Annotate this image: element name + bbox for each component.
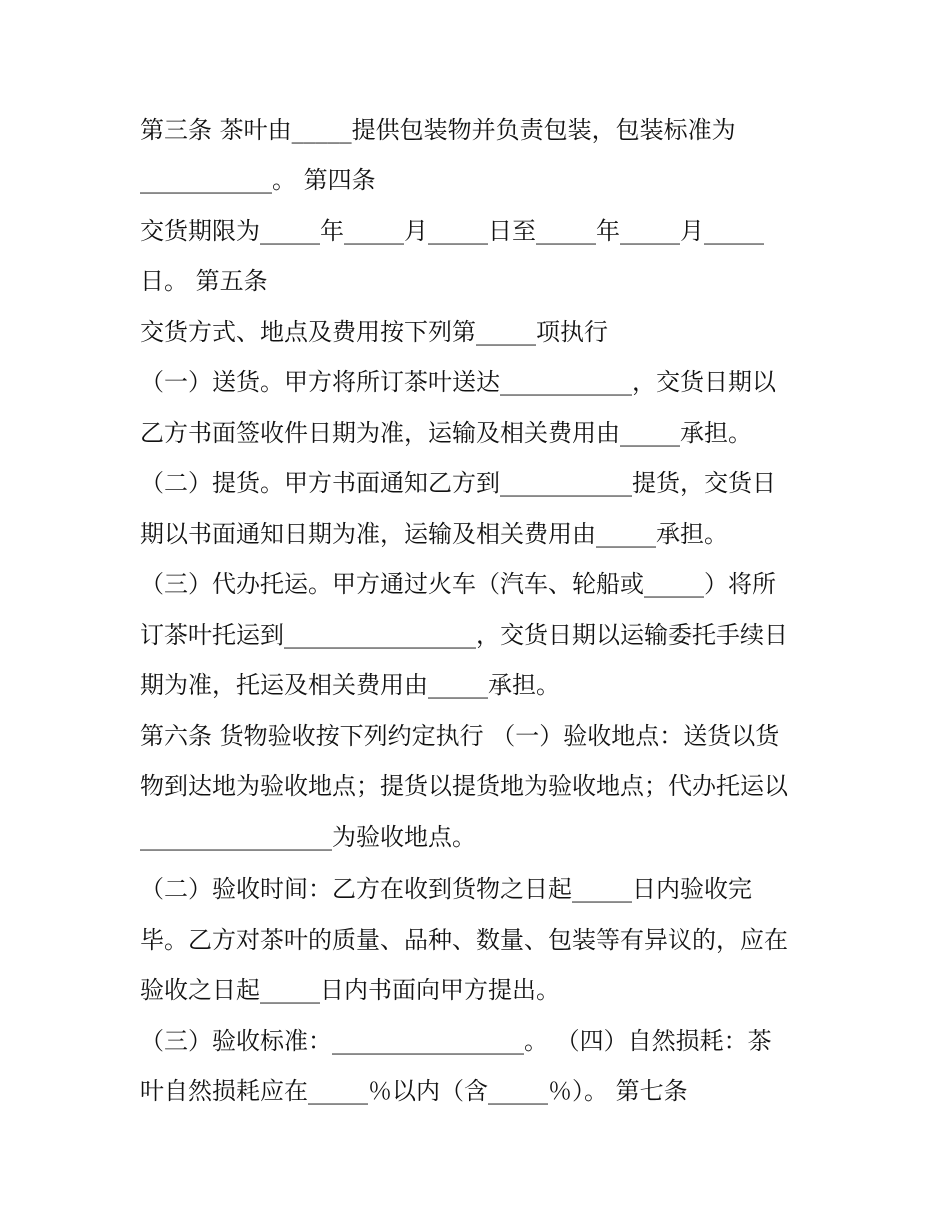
text-line-inspection-time-cont: 毕。乙方对茶叶的质量、品种、数量、包装等有异议的，应在 bbox=[140, 926, 788, 954]
text-line-article-3: 第三条 茶叶由_____提供包装物并负责包装，包装标准为 bbox=[140, 116, 736, 144]
text-line-option-1-cont: 乙方书面签收件日期为准，运输及相关费用由_____承担。 bbox=[140, 419, 752, 447]
text-line-article-6-end: ________________为验收地点。 bbox=[140, 823, 476, 851]
text-line-delivery-method: 交货方式、地点及费用按下列第_____项执行 bbox=[140, 318, 608, 346]
text-line-option-3: （三）代办托运。甲方通过火车（汽车、轮船或_____）将所 bbox=[140, 570, 776, 598]
text-line-delivery-period: 交货期限为_____年_____月_____日至_____年_____月_____ bbox=[140, 217, 764, 245]
text-line-inspection-standard: （三）验收标准：________________。 （四）自然损耗：茶 bbox=[140, 1027, 772, 1055]
text-line-option-1: （一）送货。甲方将所订茶叶送达___________，交货日期以 bbox=[140, 368, 776, 396]
text-line-article-5-heading: 日。 第五条 bbox=[140, 267, 268, 295]
text-line-option-3-cont: 订茶叶托运到________________，交货日期以运输委托手续日 bbox=[140, 621, 788, 649]
text-line-option-2: （二）提货。甲方书面通知乙方到___________提货，交货日 bbox=[140, 469, 776, 497]
text-line-article-4-heading: ___________。 第四条 bbox=[140, 166, 376, 194]
text-line-inspection-time-end: 验收之日起_____日内书面向甲方提出。 bbox=[140, 976, 560, 1004]
text-line-option-2-cont: 期以书面通知日期为准，运输及相关费用由_____承担。 bbox=[140, 520, 728, 548]
text-line-option-3-end: 期为准，托运及相关费用由_____承担。 bbox=[140, 671, 560, 699]
text-line-inspection-time: （二）验收时间：乙方在收到货物之日起_____日内验收完 bbox=[140, 875, 752, 903]
text-line-article-6-cont: 物到达地为验收地点；提货以提货地为验收地点；代办托运以 bbox=[140, 772, 788, 800]
text-line-article-6: 第六条 货物验收按下列约定执行 （一）验收地点：送货以货 bbox=[140, 722, 780, 750]
text-line-natural-loss: 叶自然损耗应在_____％以内（含_____％）。 第七条 bbox=[140, 1077, 688, 1105]
